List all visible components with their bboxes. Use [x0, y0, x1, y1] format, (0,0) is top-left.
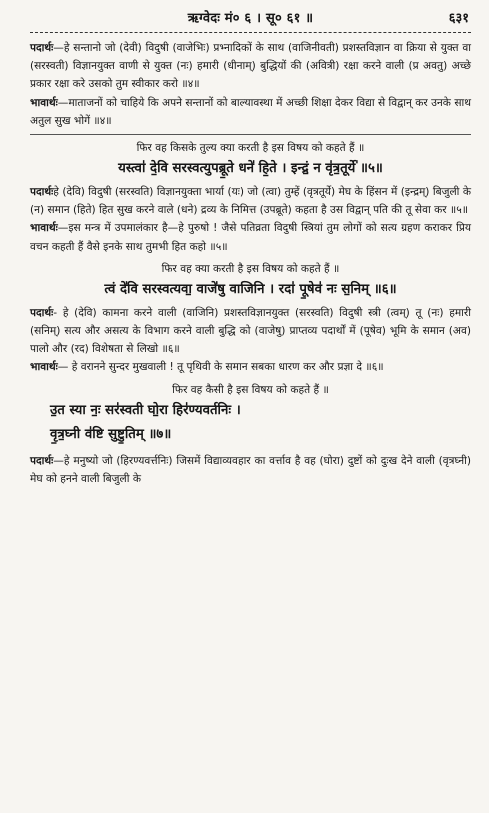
padartha-text-6: - हे (देवि) कामना करने वाली (वाजिनि) प्रशस्तविज्ञानयुक्त (सरस्वति) विदुषी स्त्री (त्वम्) तू (नः) हमारी (सनिम्) सत्य और असत्य के विभाग करने वाली बुद्धि को (वाजेषु) प्राप्तव्य पदार्थों में (पूषेव) भूमि के समान (अव) पालो और (रद) विशेषता से लिखो ॥६॥ — [30, 306, 471, 356]
bhavartha-text-6: — हे वरानने सुन्दर मुखवाली ! तू पृथिवी के समान सबका धारण कर और प्रज्ञा दे ॥६॥ — [57, 361, 384, 374]
bhavartha-paragraph-5 — [30, 219, 471, 255]
padartha-text-5: हे (देवि) विदुषी (सरस्वति) विज्ञानयुक्ता भार्या (यः) जो (त्वा) तुम्हें (वृत्रतूर्ये) मेघ के हिंसन में (इन्द्रम्) बिजुली के (न) समान (हिते) हित सुख करने वाले (धने) द्रव्य के निमित्त (उपब्रूते) कहता है उस विद्वान् पति की तू सेवा कर ॥५॥ — [30, 186, 471, 217]
padartha-text-4: —हे सन्तानो जो (देवी) विदुषी (वाजेभिः) प्रभ्नादिकों के साथ (वाजिनीवती) प्रशस्तविज्ञान वा क्रिया से युक्त वा (सरस्वती) विज्ञानयुक्त वाणी से युक्त (नः) हमारी (धीनाम्) बुद्धियों की (अवित्री) रक्षा करने वाली (प्र अवतु) अच्छे प्रकार रक्षा करे उसको तुम स्वीकार करो ॥४॥ — [30, 42, 471, 91]
mantra-7-line-2: वृ॒त्र॒घ्नी व॑ष्टि सुष्टु॒तिम् ॥७॥ — [50, 426, 172, 442]
bhavartha-text-5: —इस मन्त्र में उपमालंकार है—हे पुरुषो ! जैसे पतिव्रता विदुषी स्त्रियां तुम लोगों को सत्य ग्रहण कराकर प्रिय वचन कहती हैं वैसे इनके साथ तुमभी हित कहो ॥५॥ — [30, 222, 471, 253]
padartha-label: पदार्थः — [30, 454, 54, 467]
header-divider — [30, 32, 471, 33]
section-divider — [30, 134, 471, 135]
padartha-label: पदार्थः — [30, 306, 54, 319]
padartha-label: पदार्थः — [30, 42, 54, 54]
padartha-paragraph-6 — [30, 304, 471, 359]
bhavartha-paragraph-4 — [30, 94, 471, 130]
intro-line-7: फिर वह कैसी है इस विषय को कहते हैं ॥ — [172, 383, 329, 396]
padartha-label: पदार्थः — [30, 186, 54, 199]
padartha-paragraph-5 — [30, 183, 471, 219]
bhavartha-label: भावार्थः — [30, 96, 58, 109]
running-header — [30, 6, 471, 28]
padartha-paragraph-7 — [30, 452, 471, 488]
padartha-text-7: —हे मनुष्यो जो (हिरण्यवर्त्तनिः) जिसमें विद्याव्यवहार का वर्त्ताव है वह (घोरा) दुष्टों को दुःख देने वाली (वृत्रघ्नी) मेघ को हनने वाली बिजुली के — [30, 454, 471, 485]
bhavartha-text-4: —माताजनों को चाहिये कि अपने सन्तानों को बाल्यावस्था में अच्छी शिक्षा देकर विद्या से विद्वान् कर उनके साथ अतुल सुख भोगें ॥४॥ — [30, 96, 471, 127]
bhavartha-label: भावार्थः — [30, 361, 58, 374]
padartha-paragraph-4 — [30, 39, 471, 94]
bhavartha-paragraph-6 — [30, 358, 471, 376]
page-number: ६३१ — [448, 11, 469, 26]
intro-line-6: फिर वह क्या करती है इस विषय को कहते हैं ॥ — [161, 262, 340, 275]
intro-line-5: फिर वह किसके तुल्य क्या करती है इस विषय को कहते हैं ॥ — [136, 142, 365, 155]
mantra-5: यस्त्वा॑ दे॒वि सरस्वत्युपब्रू॒ते धने॑ हि॒ते । इन्द्रं॒ न वृ॑त्र॒तूर्ये॑ ॥५॥ — [118, 161, 383, 177]
header-title: ऋग्वेदः मं० ६ । सू० ६१ ॥ — [187, 11, 314, 26]
mantra-6: त्वं दे॑वि सरस्वत्यवा॒ वाजे॑षु वाजिनि । रदा॑ पू॒षेव॑ नः स॒निम् ॥६॥ — [104, 281, 397, 297]
bhavartha-label: भावार्थः — [30, 222, 58, 235]
mantra-7-line-1: उ॒त स्या नः॒ सर॑स्वती घो॒रा हिर॑ण्यवर्तनिः । — [50, 402, 241, 418]
